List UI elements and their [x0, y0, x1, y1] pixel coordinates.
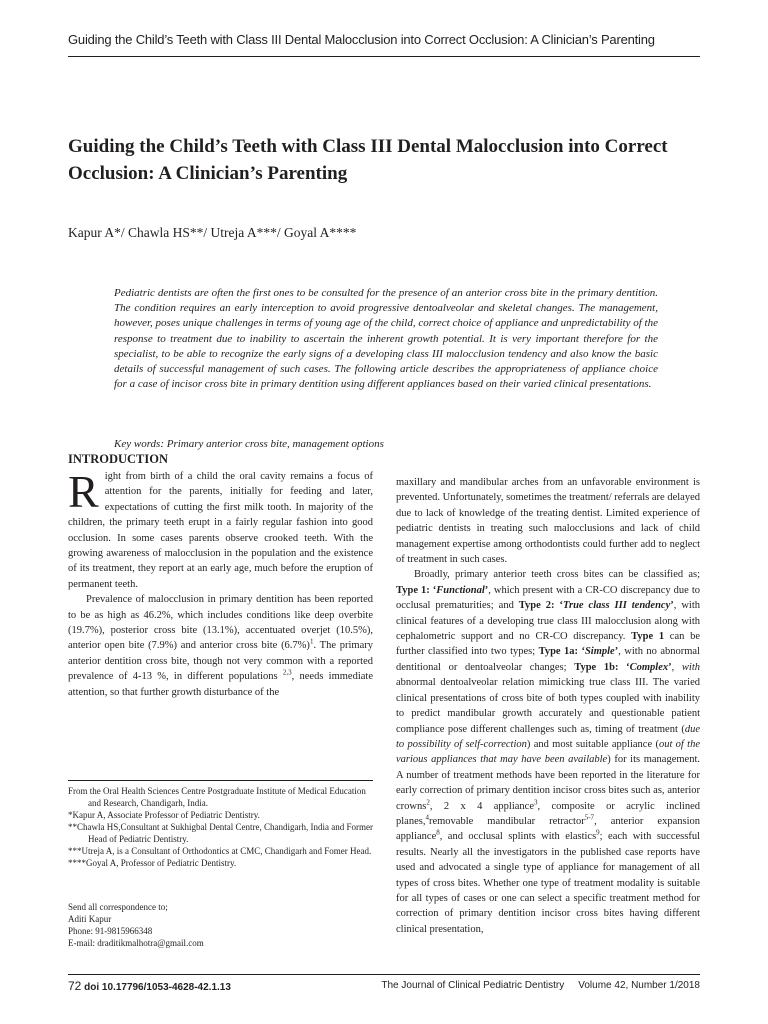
text-run: , with clinical features of a developing true class III malocclusion along with cephalometric support and no CR-CO discrepancy. — [396, 600, 701, 643]
footer-divider — [68, 974, 700, 975]
text-run: abnormal dentoalveolar relation mimicking true class III. The varied clinical presentations of cross bite of both types coupled with inability to predict mandibular growth accurately and questionable patient compliance pose different challenges such as, timing of treatment ( — [396, 677, 700, 735]
type-label — [539, 646, 619, 657]
text-run: ) for its management. A number of treatment methods have been reported in the literature for early correction of primary dentition incisor cross bites such as, anterior crowns — [396, 754, 700, 812]
type-label-text: Type 1a: ‘ — [538, 646, 585, 658]
volume-info: Volume 42, Number 1/2018 — [578, 980, 700, 991]
type-label-close: ’ — [670, 600, 674, 612]
text-run: ) and most suitable appliance ( — [526, 738, 659, 750]
type-label — [574, 662, 671, 673]
intro-paragraph-2-cont: . The primary anterior dentition cross bite, though not very common with a reported prevalence of 4-13 %, in different populations — [68, 640, 374, 683]
intro-paragraph-2 — [68, 592, 373, 700]
citation-ref: 3 — [534, 798, 538, 807]
text-run: Broadly, primary anterior teeth cross bites can be classified as; — [414, 569, 700, 581]
citation-ref: 9 — [596, 828, 600, 837]
footer-right — [381, 979, 700, 993]
text-run: , which present with a CR-CO discrepancy due to occlusal prematurities; and — [396, 584, 701, 612]
type-name: Complex — [629, 661, 669, 673]
right-paragraph-1: maxillary and mandibular arches from an unfavorable environment is prevented. Unfortunately, sometimes the treatment/ referrals are delayed due to lack of knowledge of the treating dentist. Limited experience of pediatric dentists in treating such malocclusions and lack of child management expertise among orthodontists could further add to neglect of treatment in such cases. — [396, 477, 700, 566]
intro-paragraph-2-end: , needs immediate attention, so that further growth disturbance of the — [68, 671, 374, 698]
doi[interactable]: doi 10.17796/1053-4628-42.1.13 — [84, 982, 231, 993]
footnote: *Kapur A, Associate Professor of Pediatric Dentistry. — [68, 810, 260, 820]
article-title: Guiding the Child’s Teeth with Class III Dental Malocclusion into Correct Occlusion: A Clinician’s Parenting — [68, 136, 668, 184]
left-column — [68, 451, 373, 700]
journal-name: The Journal of Clinical Pediatric Dentistry — [381, 980, 565, 991]
header-divider — [68, 56, 700, 57]
correspondence-intro: Send all correspondence to; — [68, 902, 168, 912]
text-run: , 2 x 4 appliance — [429, 800, 534, 812]
footnote: ***Utreja A, is a Consultant of Orthodontics at CMC, Chandigarh and Fomer Head. — [68, 846, 372, 856]
footnote: ****Goyal A, Professor of Pediatric Dentistry. — [68, 858, 237, 868]
citation-ref: 2 — [426, 798, 430, 807]
type-label-close: ’ — [668, 661, 672, 673]
text-run-italic: , with — [671, 661, 701, 673]
text-run: , composite or acrylic inclined planes, — [396, 800, 700, 827]
type-name: True class III tendency — [562, 600, 671, 612]
footnote: **Chawla HS,Consultant at Sukhigbal Dental Centre, Chandigarh, India and Former Head of Pediatric Dentistry. — [68, 822, 373, 844]
right-column — [396, 475, 700, 937]
correspondence-block — [68, 901, 373, 949]
right-paragraph-2 — [396, 567, 700, 937]
page-number: 72 — [68, 979, 82, 993]
type-name: Functional — [436, 584, 485, 596]
type-label-text: Type 2: ‘ — [518, 600, 563, 612]
citation-ref: 4 — [425, 813, 429, 822]
text-run-italic: out of the various appliances that may have been available — [396, 738, 700, 766]
correspondence-email[interactable]: E-mail: draditikmalhotra@gmail.com — [68, 938, 204, 948]
citation-ref: 1 — [309, 637, 314, 646]
keywords: Key words: Primary anterior cross bite, management options — [114, 438, 384, 450]
intro-paragraph-1 — [68, 466, 373, 592]
running-head: Guiding the Child’s Teeth with Class III Dental Malocclusion into Correct Occlusion: A Clinician’s Parenting — [68, 32, 655, 47]
type-label-text: Type 1b: ‘ — [574, 661, 630, 673]
affiliation-footnotes — [68, 785, 373, 869]
type-label — [519, 600, 674, 611]
text-run: removable mandibular retractor — [428, 815, 585, 827]
text-run: , and occlusal splints with elastics — [439, 831, 597, 843]
text-run-italic: due to possibility of self-correction — [396, 723, 700, 750]
text-run: ; each with successful results. Nearly all the investigators in the published case reports have used and advocated a single type of appliance for management of all types of cross bites. Whether one type of treatment modality is suitable for all types of cases or one can select a specific treatment method for correction of primary dentition incisor cross bites having different clinical presentation, — [396, 831, 700, 935]
text-run: , with no abnormal dentitional or dentoalveolar changes; — [396, 646, 701, 673]
type-label-close: ’ — [484, 584, 489, 596]
section-heading-introduction: INTRODUCTION — [68, 452, 169, 466]
footnote-divider — [68, 780, 373, 781]
footnote: From the Oral Health Sciences Centre Postgraduate Institute of Medical Education and Research, Chandigarh, India. — [68, 786, 366, 808]
text-run: , anterior expansion appliance — [396, 815, 700, 843]
author-list: Kapur A*/ Chawla HS**/ Utreja A***/ Goyal A**** — [68, 225, 357, 240]
type-label: Type 1 — [631, 631, 665, 643]
drop-cap: R — [68, 466, 99, 517]
citation-ref: 8 — [436, 828, 440, 837]
citation-ref: 5-7 — [584, 813, 595, 822]
abstract: Pediatric dentists are often the first ones to be consulted for the presence of an anterior cross bite in the primary dentition. The condition requires an early interception to avoid progressive dentoalveolar and skeletal changes. The management, however, poses unique challenges in terms of young age of the child, correct choice of appliance and unpredictability of the response to treatment due to inability to ascertain the inherent growth potential. It is very important therefore for the specialist, to be able to recognize the early signs of a developing class III malocclusion tendency and also know the basic details of successful management of such cases. The following article describes the appropriateness of appliance choice for a case of incisor cross bite in primary dentition using different appliances based on their varied clinical presentations. — [114, 287, 658, 391]
intro-paragraph-2-text: Prevalence of malocclusion in primary dentition has been reported to be as high as 46.2%, which includes conditions like deep overbite (19.7%), posterior cross bite (13.1%), accentuated overjet (10.5%), anterior open bite (7.9%) and anterior cross bite (6.7%) — [68, 594, 373, 652]
correspondence-name: Aditi Kapur — [68, 914, 112, 924]
type-label-close: ’ — [614, 646, 619, 658]
footer-left — [68, 979, 231, 995]
text-run: can be further classified into two types; — [396, 631, 700, 658]
correspondence-phone: Phone: 91-9815966348 — [68, 926, 153, 936]
intro-paragraph-1-text: ight from birth of a child the oral cavity remains a focus of attention for the parents, initially for feeding and later, expectations of cutting the first milk tooth. In majority of the children, the primary teeth erupt in a fairly regular fashion into good occlusion. In some cases parents observe crooked teeth. With the growing awareness of malocclusion in the population and the existence of its treatment, they report at an early age, much before the eruption of permanent teeth. — [68, 471, 373, 590]
type-name: Simple — [584, 646, 615, 658]
type-label-text: Type 1: ‘ — [396, 584, 437, 596]
type-label — [396, 585, 488, 596]
citation-ref: 2,3 — [282, 668, 292, 677]
